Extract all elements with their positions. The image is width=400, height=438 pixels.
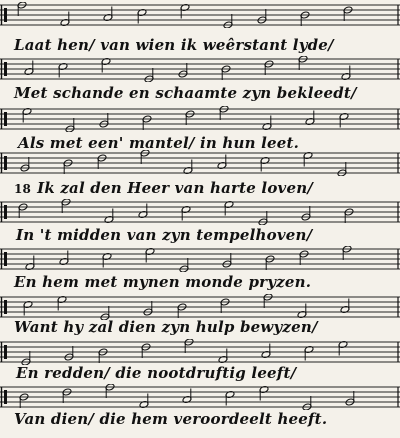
lyric-line-3: Als met een' mantel/ in hun leet. bbox=[18, 134, 300, 152]
lyric-text: Ik zal den Heer van harte loven/ bbox=[37, 179, 313, 197]
lyric-line-4 bbox=[0, 177, 400, 199]
lyric-line-7: Want hy zal dien zyn hulp bewyzen/ bbox=[14, 318, 318, 336]
lyric-line-6: En hem met mynen monde pryzen. bbox=[14, 273, 312, 291]
music-staff bbox=[0, 150, 400, 176]
clef-icon bbox=[4, 345, 7, 359]
clef-icon bbox=[4, 62, 7, 76]
music-staff bbox=[0, 199, 400, 225]
clef-icon bbox=[4, 252, 7, 266]
clef-icon bbox=[4, 205, 7, 219]
lyric-line-8: En redden/ die nootdruftig leeft/ bbox=[16, 364, 297, 382]
music-staff bbox=[0, 106, 400, 132]
verse-number: 18 bbox=[14, 182, 32, 196]
music-staff bbox=[0, 56, 400, 82]
lyric-line-1: Laat hen/ van wien ik weêrstant lyde/ bbox=[14, 36, 334, 54]
clef-icon bbox=[4, 300, 7, 314]
music-staff bbox=[0, 2, 400, 28]
lyric-line-5: In 't midden van zyn tempelhoven/ bbox=[16, 226, 313, 244]
lyric-line-2: Met schande en schaamte zyn bekleedt/ bbox=[14, 84, 357, 102]
clef-icon bbox=[4, 156, 7, 170]
clef-icon bbox=[4, 112, 7, 126]
clef-icon bbox=[4, 390, 7, 404]
lyric-line-9: Van dien/ die hem veroordeelt heeft. bbox=[14, 410, 328, 428]
music-staff bbox=[0, 246, 400, 272]
clef-icon bbox=[4, 8, 7, 22]
music-staff bbox=[0, 384, 400, 410]
